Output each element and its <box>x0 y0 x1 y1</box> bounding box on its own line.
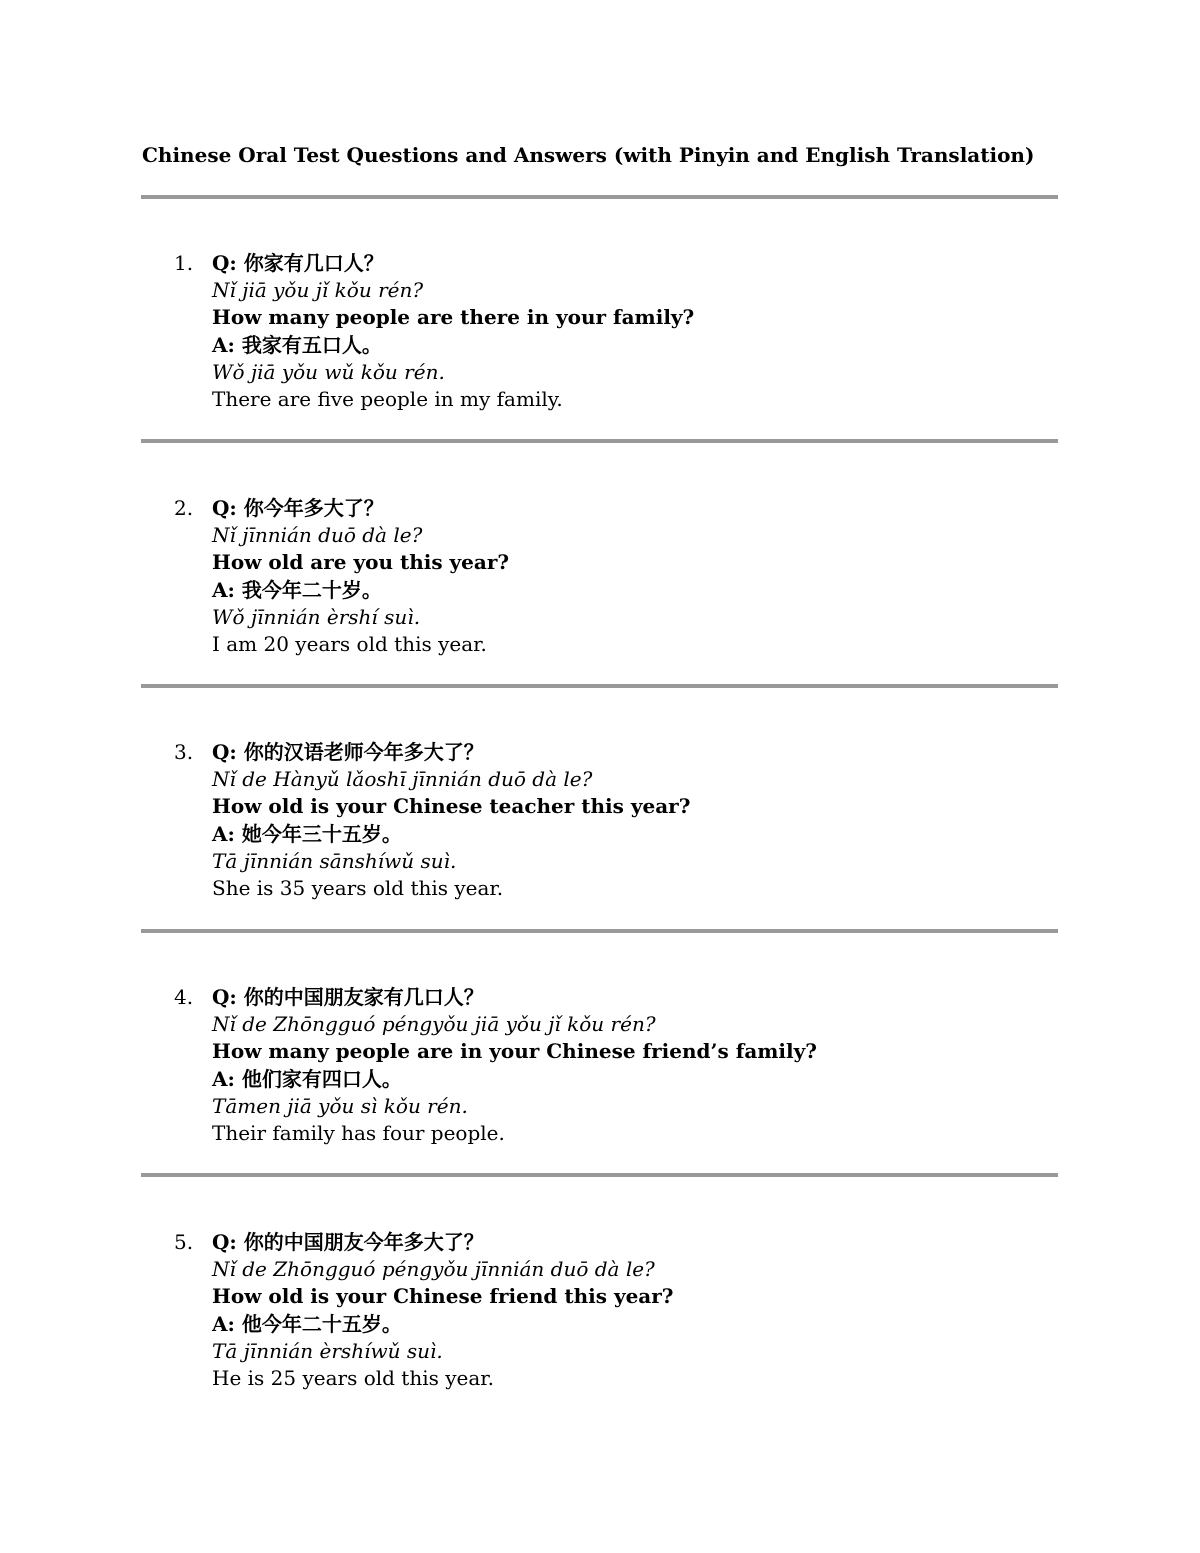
question-hanzi: 你的汉语老师今年多大了？ <box>243 740 484 764</box>
question-label: Q: <box>212 496 237 520</box>
answer-label: A: <box>212 1311 235 1336</box>
answer-label: A: <box>212 332 235 357</box>
question-label: Q: <box>212 251 237 275</box>
qa-item-3 <box>174 739 1058 902</box>
answer-english: There are five people in my family. <box>212 387 563 412</box>
question-pinyin: Nǐ de Hànyǔ lǎoshī jīnnián duō dà le? <box>212 767 593 792</box>
answer-pinyin: Tāmen jiā yǒu sì kǒu rén. <box>212 1093 468 1118</box>
answer-pinyin: Wǒ jīnnián èrshí suì. <box>212 604 421 629</box>
question-english: How old is your Chinese teacher this year? <box>212 794 691 819</box>
answer-english: He is 25 years old this year. <box>212 1366 495 1391</box>
item-number: 5. <box>174 1230 194 1254</box>
qa-item-2 <box>174 495 1058 658</box>
answer-label: A: <box>212 1066 235 1091</box>
qa-item-1 <box>174 250 1058 413</box>
question-line <box>212 984 1058 1011</box>
answer-label: A: <box>212 821 235 846</box>
divider <box>141 684 1058 688</box>
question-hanzi: 你家有几口人？ <box>243 251 384 275</box>
answer-line <box>212 577 1058 604</box>
answer-hanzi: 他今年二十五岁。 <box>241 1311 402 1336</box>
divider <box>141 1173 1058 1177</box>
question-hanzi: 你的中国朋友家有几口人？ <box>243 985 484 1009</box>
answer-pinyin: Tā jīnnián èrshíwǔ suì. <box>212 1338 443 1363</box>
question-line <box>212 250 1058 277</box>
question-english: How many people are there in your family? <box>212 305 695 330</box>
divider <box>141 439 1058 443</box>
answer-line <box>212 821 1058 848</box>
question-hanzi: 你今年多大了？ <box>243 496 384 520</box>
question-english: How old is your Chinese friend this year? <box>212 1284 674 1309</box>
question-english: How old are you this year? <box>212 550 510 575</box>
divider <box>141 195 1058 199</box>
answer-label: A: <box>212 577 235 602</box>
answer-english: I am 20 years old this year. <box>212 632 487 657</box>
question-pinyin: Nǐ de Zhōngguó péngyǒu jiā yǒu jǐ kǒu rén? <box>212 1012 656 1037</box>
answer-line <box>212 332 1058 359</box>
divider <box>141 929 1058 933</box>
question-hanzi: 你的中国朋友今年多大了？ <box>243 1230 484 1254</box>
answer-pinyin: Wǒ jiā yǒu wǔ kǒu rén. <box>212 359 445 384</box>
answer-hanzi: 我家有五口人。 <box>241 332 382 357</box>
answer-hanzi: 他们家有四口人。 <box>241 1066 402 1091</box>
answer-line <box>212 1066 1058 1093</box>
answer-hanzi: 我今年二十岁。 <box>241 577 382 602</box>
answer-line <box>212 1311 1058 1338</box>
item-number: 2. <box>174 496 194 520</box>
answer-hanzi: 她今年三十五岁。 <box>241 821 402 846</box>
qa-item-4 <box>174 984 1058 1147</box>
question-label: Q: <box>212 1230 237 1254</box>
question-line <box>212 739 1058 766</box>
question-english: How many people are in your Chinese friend’s family? <box>212 1039 817 1064</box>
item-number: 4. <box>174 985 194 1009</box>
item-number: 1. <box>174 251 194 275</box>
question-pinyin: Nǐ jīnnián duō dà le? <box>212 523 423 548</box>
question-label: Q: <box>212 740 237 764</box>
item-number: 3. <box>174 740 194 764</box>
question-line <box>212 495 1058 522</box>
question-label: Q: <box>212 985 237 1009</box>
page-title: Chinese Oral Test Questions and Answers (with Pinyin and English Translation) <box>142 143 1035 167</box>
question-line <box>212 1229 1058 1256</box>
question-pinyin: Nǐ de Zhōngguó péngyǒu jīnnián duō dà le? <box>212 1257 655 1282</box>
qa-item-5 <box>174 1229 1058 1392</box>
answer-english: She is 35 years old this year. <box>212 876 504 901</box>
answer-english: Their family has four people. <box>212 1121 505 1146</box>
answer-pinyin: Tā jīnnián sānshíwǔ suì. <box>212 848 457 873</box>
question-pinyin: Nǐ jiā yǒu jǐ kǒu rén? <box>212 278 424 303</box>
